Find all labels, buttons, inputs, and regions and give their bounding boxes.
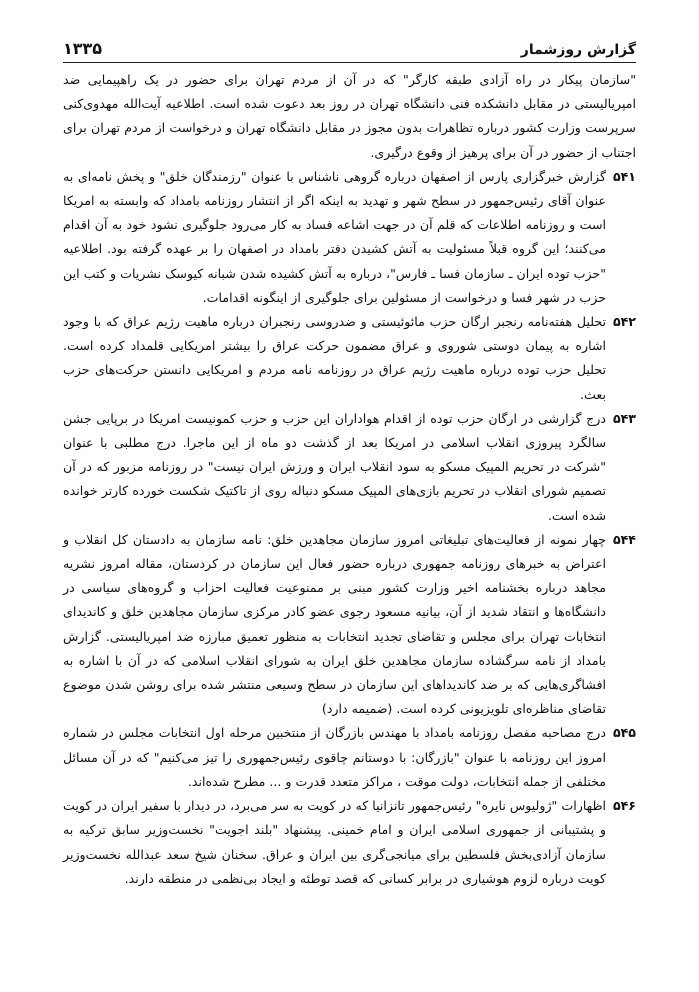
entry-542	[63, 310, 636, 407]
entry-546	[63, 794, 636, 891]
entry-number: ۵۴۳	[612, 410, 636, 426]
entry-543	[63, 407, 636, 528]
entry-number: ۵۴۵	[612, 725, 636, 741]
entry-number: ۵۴۶	[612, 798, 636, 814]
entry-text: چهار نمونه از فعالیت‌های تبلیغاتی امروز سازمان مجاهدین خلق: نامه سازمان به دادستان کل انقلاب و اعتراض به خبرهای روزنامه جمهوری درباره حضور فعال این سازمان در کردستان، مقاله امروز نشریه مجاهد درباره بخشنامه اخیر وزارت کشور مبنی بر ممنوعیت فعالیت احزاب و گروه‌های سیاسی در دانشگاه‌ها و انتقاد شدید از آن، بیانیه مسعود رجوی عضو کادر مرکزی سازمان مجاهدین خلق و کاندیدای انتخابات تهران برای مجلس و تقاضای تجدید انتخابات به منظور تعمیق مبارزه ضد امپریالیستی. گزارش بامداد از نامه سرگشاده سازمان مجاهدین خلق ایران به شورای انقلاب اسلامی که در آن با اشاره به افشاگری‌هایی که بر ضد کاندیداهای این سازمان در سطح وسیعی منتشر شده برای روشن شدن موضوع تقاضای مناظره‌ای تلویزیونی کرده است. (ضمیمه دارد)	[63, 531, 606, 717]
entry-number: ۵۴۲	[612, 314, 636, 330]
entry-544	[63, 528, 636, 722]
entry-text: تحلیل هفته‌نامه رنجبر ارگان حزب مائوئیستی و ضدروسی رنجبران درباره ماهیت رژیم عراق که با وجود اشاره به پیمان دوستی شوروی و عراق مضمون حرکت عراق را بیشتر امریکایی قلمداد کرده است. تحلیل حزب توده درباره ماهیت رژیم عراق در روزنامه نامه مردم و امریکایی دانستن حرکت‌های حزب بعث.	[63, 314, 606, 402]
entry-text: اظهارات "ژولیوس نایره" رئیس‌جمهور تانزانیا که در کویت به سر می‌برد، در دیدار با سفیر ایران در کویت و پشتیبانی از جمهوری اسلامی ایران و امام خمینی. پیشنهاد "بلند اجویت" نخست‌وزیر سابق ترکیه به سازمان آزادی‌بخش فلسطین برای میانجی‌گری بین ایران و عراق. سخنان شیخ سعد عبدالله نخست‌وزیر کویت درباره لزوم هوشیاری در برابر کسانی که قصد توطئه و ایجاد بی‌نظمی در منطقه دارند.	[63, 798, 606, 886]
page-body	[63, 68, 636, 891]
entry-text: درج گزارشی در ارگان حزب توده از اقدام هواداران این حزب و حزب کمونیست امریکا در برپایی جشن سالگرد پیروزی انقلاب اسلامی در امریکا بعد از گذشت دو ماه از این ماجرا. درج مطلبی با عنوان "شرکت در تحریم المپیک مسکو به سود انقلاب ایران و ورزش ایران نیست" در روزنامه مزبور که در آن تصمیم شورای انقلاب در تحریم بازی‌های المپیک مسکو دنباله روی از تاکتیک شکست خورده کارتر خوانده شده است.	[63, 410, 606, 523]
intro-paragraph: "سازمان پیکار در راه آزادی طبقه کارگر" که در آن از مردم تهران برای حضور در یک راهپیمایی ضد امپریالیستی در مقابل دانشکده فنی دانشگاه تهران در روز بعد دعوت شده است. اطلاعیه آیت‌الله مهدوی‌کنی سرپرست وزارت کشور درباره تظاهرات بدون مجوز در مقابل دانشگاه تهران و درخواست از مردم تهران برای اجتناب از حضور در آن برای پرهیز از وقوع درگیری.	[63, 72, 636, 160]
entry-text: گزارش خبرگزاری پارس از اصفهان درباره گروهی ناشناس با عنوان "رزمندگان خلق" و پخش نامه‌ای به عنوان آقای رئیس‌جمهور در سطح شهر و تهدید به اینکه اگر از انتشار روزنامه بامداد که وابسته به امریکا است و روزنامه اطلاعات که قلم آن در جهت اشاعه فساد به کار می‌رود جلوگیری نشود خود به آن اقدام می‌کنند؛ این گروه قبلاً مسئولیت به آتش کشیدن دفتر بامداد در اصفهان را بر عهده گرفته بود. اطلاعیه "حزب توده ایران ـ سازمان فسا ـ فارس"، درباره به آتش کشیده شدن شبانه کیوسک نشریات و کتب این حزب در شهر فسا و درخواست از مسئولین برای جلوگیری از اینگونه اقدامات.	[63, 168, 606, 305]
entry-text: درج مصاحبه مفصل روزنامه بامداد با مهندس بازرگان از منتخبین مرحله اول انتخابات مجلس در شماره امروز این روزنامه با عنوان "بازرگان: با دوستانم چاقوی رئیس‌جمهوری را تیز می‌کنیم" که در آن مسائل مختلفی از جمله انتخابات، دولت موقت ، مراکز متعدد قدرت و ... مطرح شده‌اند.	[63, 725, 606, 789]
entry-541	[63, 165, 636, 310]
page-header	[63, 28, 636, 63]
running-title: گزارش روزشمار	[520, 42, 636, 58]
entry-number: ۵۴۱	[612, 168, 636, 184]
entry-545	[63, 721, 636, 794]
entry-number: ۵۴۴	[612, 531, 636, 547]
page-number: ۱۳۳۵	[63, 39, 103, 58]
